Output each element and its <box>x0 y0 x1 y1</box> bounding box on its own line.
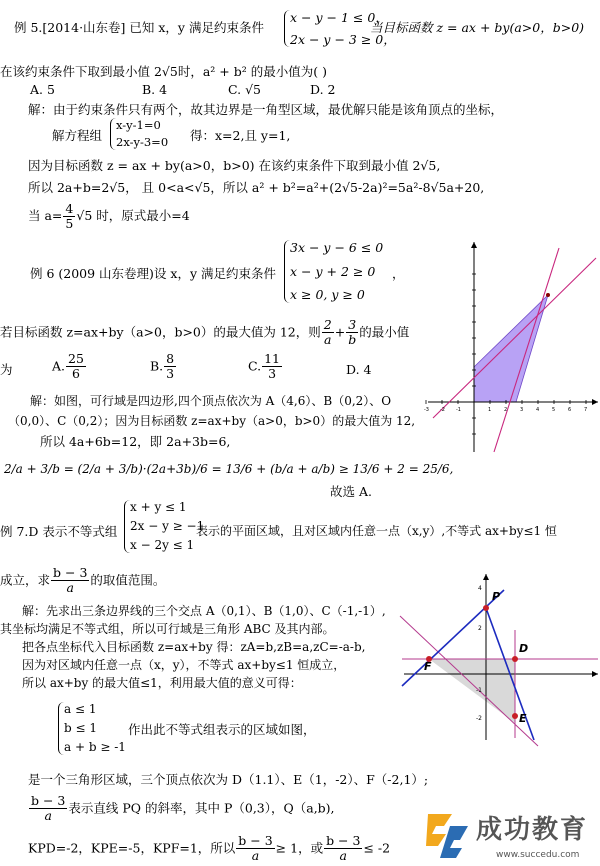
ex6-opt-a-den: 6 <box>71 365 80 381</box>
ex6-x-tick-label: 1 <box>488 407 492 413</box>
ex6-x-tick-label: -2 <box>440 407 445 413</box>
ex7-sol8-text: KPD=-2，KPE=-5，KPF=1，所以 <box>28 840 236 856</box>
ex6-wei: 为 <box>0 362 13 377</box>
ex7-ab-region-text: 作出此不等式组表示的区域如图， <box>128 722 316 737</box>
ex7-solution-line-1: 解：先求出三条边界线的三个交点 A（0,1）、B（1,0）、C（-1,-1）, <box>22 604 386 618</box>
ex6-opt-b-num: 8 <box>166 351 175 366</box>
ex7-y-arrow-icon <box>483 574 489 580</box>
ex6-obj-pre: 若目标函数 z=ax+by（a>0，b>0）的最大值为 12，则 <box>0 324 321 340</box>
ex7-sol7-frac <box>29 794 67 823</box>
ex5-solution-system-label: 解方程组 <box>52 128 103 143</box>
logo-name: 成功教育 <box>476 815 589 845</box>
ex7-sol8-frac-2 <box>324 834 362 863</box>
ex7-tick-4: 4 <box>478 585 482 592</box>
ex6-comma: ， <box>392 266 405 281</box>
ex7-point-d <box>512 656 518 662</box>
ex5-solution-system <box>110 118 168 150</box>
ex7-tick-neg1: -1 <box>476 687 482 694</box>
ex6-solution-line-3: 所以 4a+6b=12，即 2a+3b=6, <box>40 434 231 449</box>
ex7-solution-line-4: 因为对区域内任意一点（x，y），不等式 ax+by≤1 恒成立， <box>22 658 346 672</box>
ex6-obj-f2-num: 3 <box>346 318 358 333</box>
ex6-opt-b-den: 3 <box>166 365 175 381</box>
ex7-sol7-den: a <box>44 807 52 823</box>
ex7-sol8-mid: ≥ 1，或 <box>275 840 324 856</box>
ex7-line-a-plus-b <box>400 616 538 746</box>
ex6-vertex-a <box>546 293 550 297</box>
ex5-sol5-fraction <box>63 202 75 231</box>
ex5-constraint-1: x − y − 1 ≤ 0， <box>290 10 388 25</box>
ex6-solution-line-1: 解：如图，可行域是四边形,四个顶点依次为 A（4,6）、B（0,2）、O <box>30 394 392 408</box>
ex5-constraint-2: 2x − y − 3 ≥ 0， <box>290 31 396 47</box>
ex6-option-a <box>52 352 87 381</box>
ex6-opt-c-frac <box>262 352 282 381</box>
ex7-feasible-region <box>429 659 515 723</box>
ex6-option-c <box>248 352 283 381</box>
ex6-option-d: D. 4 <box>346 362 372 377</box>
ex5-option-d: D. 2 <box>310 82 336 97</box>
ex6-constraint-3: x ≥ 0, y ≥ 0 <box>290 287 365 303</box>
ex7-solution-line-3: 把各点坐标代入目标函数 z=ax+by 得：zA=b,zB=a,zC=-a-b, <box>22 640 366 654</box>
ex7-label-p: P <box>492 590 501 603</box>
ex7-sol8-f2-den: a <box>339 847 347 863</box>
ex7-sol8-end: ≤ -2 <box>363 840 391 856</box>
ex5-sol5-pre: 当 a= <box>28 207 63 223</box>
ex6-opt-a-frac <box>66 352 86 381</box>
ex5-solution-line-5 <box>28 202 190 231</box>
ex6-opt-b-label: B. <box>150 358 164 374</box>
ex6-x-tick-label: 7 <box>584 407 588 413</box>
ex5-option-c: C. √5 <box>228 82 261 97</box>
ex6-objective-line <box>0 318 409 347</box>
ex7-constraint-1: x + y ≤ 1 <box>130 500 187 514</box>
ex6-title: 例 6 (2009 山东卷理)设 x，y 满足约束条件 <box>30 266 276 281</box>
ex6-x-tick-label: 5 <box>552 407 556 413</box>
ex7-ab-2: b ≤ 1 <box>64 721 97 735</box>
ex6-obj-frac-2 <box>346 318 358 347</box>
ex7-tick-neg2: -2 <box>476 715 482 722</box>
ex6-x-tick-label: -1 <box>456 407 461 413</box>
ex5-option-b: B. 4 <box>142 82 168 97</box>
ex7-question-line <box>0 566 165 595</box>
ex6-opt-a-label: A. <box>52 358 66 374</box>
ex7-tick-2: 2 <box>478 625 482 632</box>
ex7-constraint-3: x − 2y ≤ 1 <box>130 538 195 552</box>
ex6-x-arrow-icon <box>592 399 598 405</box>
ex6-option-b <box>150 352 177 381</box>
ex6-obj-f1-num: 2 <box>323 317 332 332</box>
ex6-x-tick-label: 6 <box>568 407 572 413</box>
ex5-title: 例 5.[2014·山东卷] 已知 x，y 满足约束条件 <box>14 20 264 35</box>
ex7-sol7-post: 表示直线 PQ 的斜率，其中 P（0,3），Q（a,b), <box>68 800 335 816</box>
ex5-sol5-post: √5 时，原式最小=4 <box>76 207 190 223</box>
ex7-q-den: a <box>66 579 74 595</box>
ex7-label-f: F <box>424 660 432 673</box>
ex5-solution-eq-1: x-y-1=0 <box>116 118 161 132</box>
ex7-title-post: 表示的平面区域，且对区域内任意一点（x,y）,不等式 ax+by≤1 恒 <box>196 524 557 538</box>
ex5-solution-result: 得：x=2,且 y=1, <box>190 128 291 143</box>
ex7-title-pre: 例 7.D 表示不等式组 <box>0 524 118 539</box>
ex7-q-post: 的取值范围。 <box>90 572 166 588</box>
ex6-x-tick-label: 3 <box>520 407 524 413</box>
ex7-q-pre: 成立，求 <box>0 572 51 588</box>
ex5-solution-line-3: 因为目标函数 z = ax + by(a>0，b>0) 在该约束条件下取到最小值 2√5, <box>28 158 441 173</box>
ex7-constraint-system <box>124 500 204 553</box>
ex5-sol5-den: 5 <box>65 215 74 231</box>
ex7-ab-system <box>58 702 126 755</box>
ex5-option-a: A. 5 <box>30 82 55 97</box>
ex6-x-tick-label: 4 <box>536 407 540 413</box>
ex6-y-arrow-icon <box>471 242 477 248</box>
ex6-constraint-2: x − y + 2 ≥ 0 <box>290 263 376 279</box>
ex6-graph <box>424 240 600 452</box>
ex5-question-line: 在该约束条件下取到最小值 2√5时，a² + b² 的最小值为( ) <box>0 64 327 79</box>
ex6-solution-answer: 故选 A. <box>330 484 372 499</box>
ex7-solution-line-8 <box>28 834 390 863</box>
ex5-solution-line-4: 所以 2a+b=2√5， 且 0<a<√5，所以 a² + b²=a²+(2√5-2a)²=5a²-8√5a+20, <box>28 180 485 195</box>
logo-url: www.succedu.com <box>496 850 580 860</box>
ex5-solution-line-1: 解：由于约束条件只有两个，故其边界是一角型区域，最优解只能是该角顶点的坐标， <box>28 102 504 117</box>
ex7-solution-line-7 <box>28 794 335 823</box>
ex7-solution-line-6: 是一个三角形区域，三个顶点依次为 D（1.1）、E（1，-2）、F（-2,1）; <box>28 772 429 787</box>
ex6-x-tick-label: -3 <box>424 407 429 413</box>
ex7-sol8-f2-num: b − 3 <box>326 833 361 848</box>
ex5-objective: 当目标函数 z = ax + by(a>0，b>0) <box>370 20 585 35</box>
ex6-opt-b-frac <box>164 352 176 381</box>
ex7-ab-1: a ≤ 1 <box>64 702 97 716</box>
ex6-obj-post: 的最小值 <box>359 324 410 340</box>
ex7-q-num: b − 3 <box>53 565 88 580</box>
ex6-opt-c-label: C. <box>248 358 262 374</box>
ex6-obj-plus: + <box>334 324 346 340</box>
ex7-constraint-2: 2x − y ≥ −1 <box>130 519 205 533</box>
ex6-constraint-1: 3x − y − 6 ≤ 0 <box>290 240 384 255</box>
ex7-sol8-frac-1 <box>236 834 274 863</box>
ex5-solution-eq-2: 2x-y-3=0 <box>116 135 169 150</box>
ex7-label-e: E <box>519 712 527 725</box>
ex7-x-arrow-icon <box>592 671 598 677</box>
ex6-obj-f1-den: a <box>324 331 332 347</box>
ex7-graph <box>398 572 600 742</box>
ex7-point-e <box>512 713 518 719</box>
ex6-opt-c-num: 11 <box>264 351 280 366</box>
ex7-sol8-f1-den: a <box>251 847 260 863</box>
ex7-point-p <box>483 605 489 611</box>
ex7-solution-line-5: 所以 ax+by 的最大值≤1，利用最大值的意义可得： <box>22 676 302 690</box>
ex6-obj-f2-den: b <box>348 331 357 347</box>
ex6-feasible-region <box>474 295 548 402</box>
ex7-sol7-num: b − 3 <box>31 793 66 808</box>
ex6-constraint-system <box>284 240 383 303</box>
ex6-opt-a-num: 25 <box>68 351 84 366</box>
ex6-obj-frac-1 <box>322 318 334 347</box>
ex6-x-tick-label: 2 <box>504 407 508 413</box>
ex7-sol8-f1-num: b − 3 <box>238 833 273 848</box>
logo-emblem-icon <box>422 810 472 860</box>
ex6-solution-line-2: （0,0）、C（0,2）；因为目标函数 z=ax+by（a>0，b>0）的最大值为 12, <box>8 414 416 428</box>
ex5-sol5-num: 4 <box>65 201 74 216</box>
ex6-solution-equation: 2/a + 3/b = (2/a + 3/b)·(2a+3b)/6 = 13/6 + (b/a + a/b) ≥ 13/6 + 2 = 25/6, <box>4 462 454 476</box>
ex6-opt-c-den: 3 <box>268 365 277 381</box>
ex7-q-frac <box>51 566 89 595</box>
ex7-solution-line-2: 其坐标均满足不等式组，所以可行域是三角形 ABC 及其内部。 <box>0 622 335 636</box>
ex7-ab-3: a + b ≥ -1 <box>64 740 126 754</box>
logo <box>420 806 600 866</box>
ex7-label-d: D <box>519 642 529 655</box>
